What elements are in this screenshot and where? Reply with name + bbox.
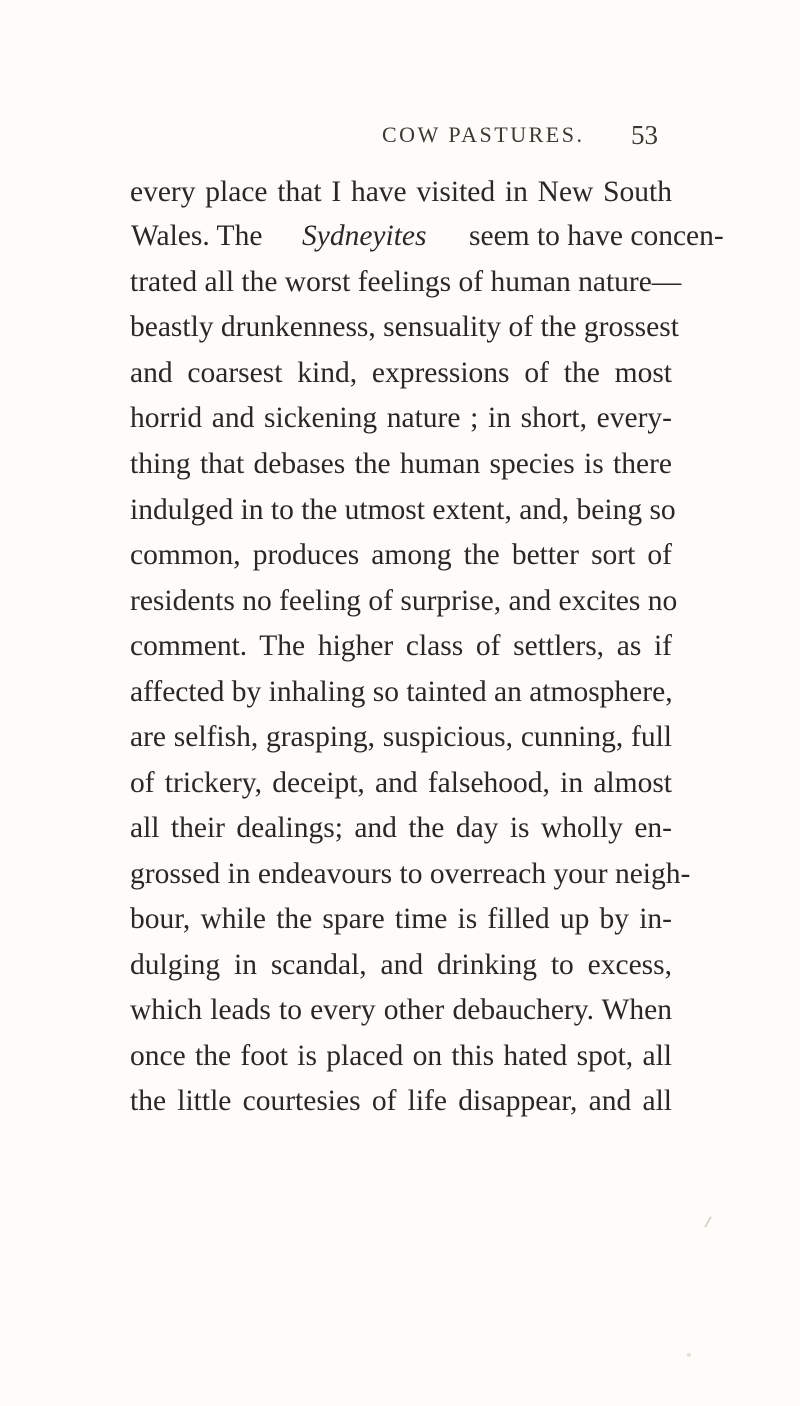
- text-line: bour, while the spare time is filled up by in-: [130, 903, 672, 935]
- running-head: COW PASTURES.: [382, 122, 585, 147]
- text-line: comment. The higher class of settlers, as if: [130, 630, 672, 662]
- text-line: affected by inhaling so tainted an atmosphere,: [130, 676, 673, 708]
- text-line: dulging in scandal, and drinking to excess,: [130, 949, 672, 981]
- text-line: and coarsest kind, expressions of the most: [130, 357, 672, 389]
- text-line: Wales. The Sydneyites seem to have concen-: [0, 208, 800, 264]
- text-line: common, produces among the better sort of: [130, 539, 672, 571]
- page-number: 53: [631, 120, 658, 150]
- italic-term: Sydneyites: [302, 220, 427, 252]
- text-line: are selfish, grasping, suspicious, cunning, full: [130, 721, 672, 753]
- stray-ink-mark: [704, 1216, 712, 1227]
- text-line: indulged in to the utmost extent, and, being so: [130, 494, 676, 526]
- text-line: horrid and sickening nature ; in short, every-: [130, 402, 672, 434]
- text-line: grossed in endeavours to overreach your neigh-: [130, 858, 691, 890]
- text-line: residents no feeling of surprise, and excites no: [130, 585, 678, 617]
- text-line: beastly drunkenness, sensuality of the grossest: [130, 311, 679, 343]
- text-line: every place that I have visited in New South: [130, 176, 672, 208]
- text-line: once the foot is placed on this hated spot, all: [130, 1040, 672, 1072]
- paper-speck: [687, 1353, 691, 1357]
- page-header: [0, 122, 800, 162]
- text-line: thing that debases the human species is there: [130, 448, 672, 480]
- text-line: the little courtesies of life disappear, and all: [130, 1085, 672, 1117]
- text-line: which leads to every other debauchery. When: [130, 994, 672, 1026]
- text-line: of trickery, deceipt, and falsehood, in almost: [130, 767, 672, 799]
- text-line: all their dealings; and the day is wholly en-: [130, 812, 672, 844]
- text-line: trated all the worst feelings of human nature—: [130, 266, 682, 298]
